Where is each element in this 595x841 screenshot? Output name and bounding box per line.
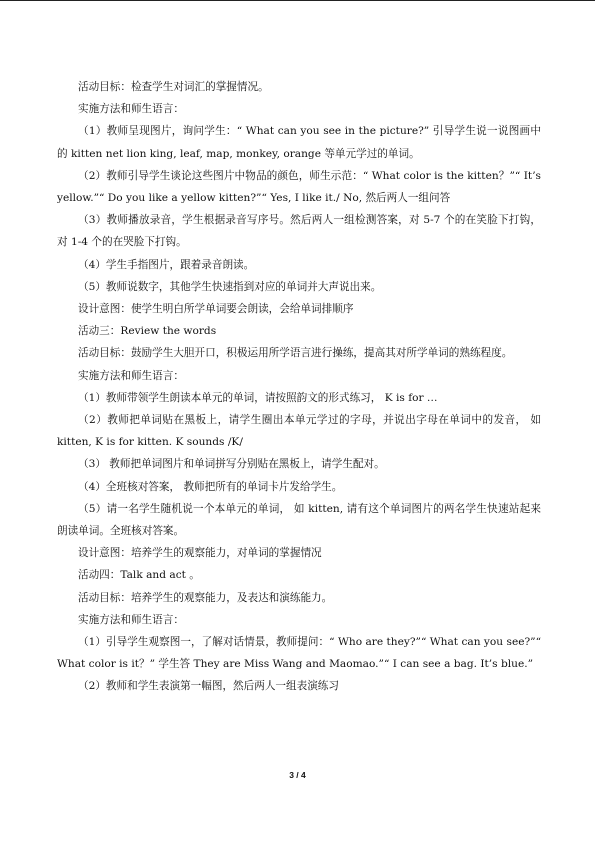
paragraph: （1）教师带领学生朗读本单元的单词，请按照韵文的形式练习， K is for … (78, 391, 438, 404)
paragraph: 活动目标：培养学生的观察能力，及表达和演练能力。 (78, 591, 333, 604)
paragraph: 实施方法和师生语言： (78, 103, 184, 116)
page-number: 3 / 4 (289, 770, 306, 780)
paragraph: 活动目标：检查学生对词汇的掌握情况。 (78, 81, 269, 93)
paragraph: （1）教师呈现图片，询问学生：“ What can you see in the picture?” 引导学生说一说图画中的 kitten net lion king, leaf, map, monkey, orange 等单元学过的单词。 (57, 125, 541, 160)
paragraph: （4）学生手指图片，跟着录音朗读。 (78, 258, 255, 271)
paragraph: 活动目标：鼓励学生大胆开口，积极运用所学语言进行操练，提高其对所学单词的熟练程度。 (78, 347, 513, 360)
paragraph: （5）请一名学生随机说一个本单元的单词， 如 kitten, 请有这个单词图片的两名学生快速站起来朗读单词。全班核对答案。 (57, 502, 541, 538)
paragraph: （2）教师和学生表演第一幅图，然后两人一组表演练习 (78, 680, 339, 693)
paragraph: （3）教师播放录音，学生根据录音写序号。然后两人一组检测答案，对 5-7 个的在笑脸下打钩，对 1-4 个的在哭脸下打钩。 (57, 214, 541, 249)
paragraph: （4）全班核对答案， 教师把所有的单词卡片发给学生。 (78, 480, 343, 493)
section-heading: 活动三：Review the words (78, 325, 217, 338)
top-border-line (0, 0, 595, 1)
document-body (57, 76, 541, 698)
paragraph: （5）教师说数字，其他学生快速指到对应的单词并大声说出来。 (78, 280, 382, 293)
paragraph: 实施方法和师生语言： (78, 369, 184, 382)
paragraph: （3） 教师把单词图片和单词拼写分别贴在黑板上，请学生配对。 (78, 458, 385, 471)
paragraph: 设计意图：使学生明白所学单词要会朗读，会给单词排顺序 (78, 303, 354, 316)
paragraph: 设计意图：培养学生的观察能力，对单词的掌握情况 (78, 547, 322, 560)
paragraph: 实施方法和师生语言： (78, 613, 184, 626)
paragraph: （2）教师把单词贴在黑板上，请学生圈出本单元学过的字母，并说出字母在单词中的发音， 如 kitten, K is for kitten. K sounds /K/ (57, 414, 541, 449)
section-heading: 活动四：Talk and act 。 (78, 569, 200, 582)
paragraph: （2）教师引导学生谈论这些图片中物品的颜色，师生示范：“ What color is the kitten？”“ It’s yellow.”“ Do you like a yellow kitten?”“ Yes, I like it./ No, 然后两人一组问答 (57, 169, 541, 205)
paragraph: （1）引导学生观察图一，了解对话情景，教师提问：“ Who are they?”“ What can you see?”“ What color is it？” 学生答 They are Miss Wang and Maomao.”“ I can see a bag. It’s blue.” (57, 636, 541, 671)
